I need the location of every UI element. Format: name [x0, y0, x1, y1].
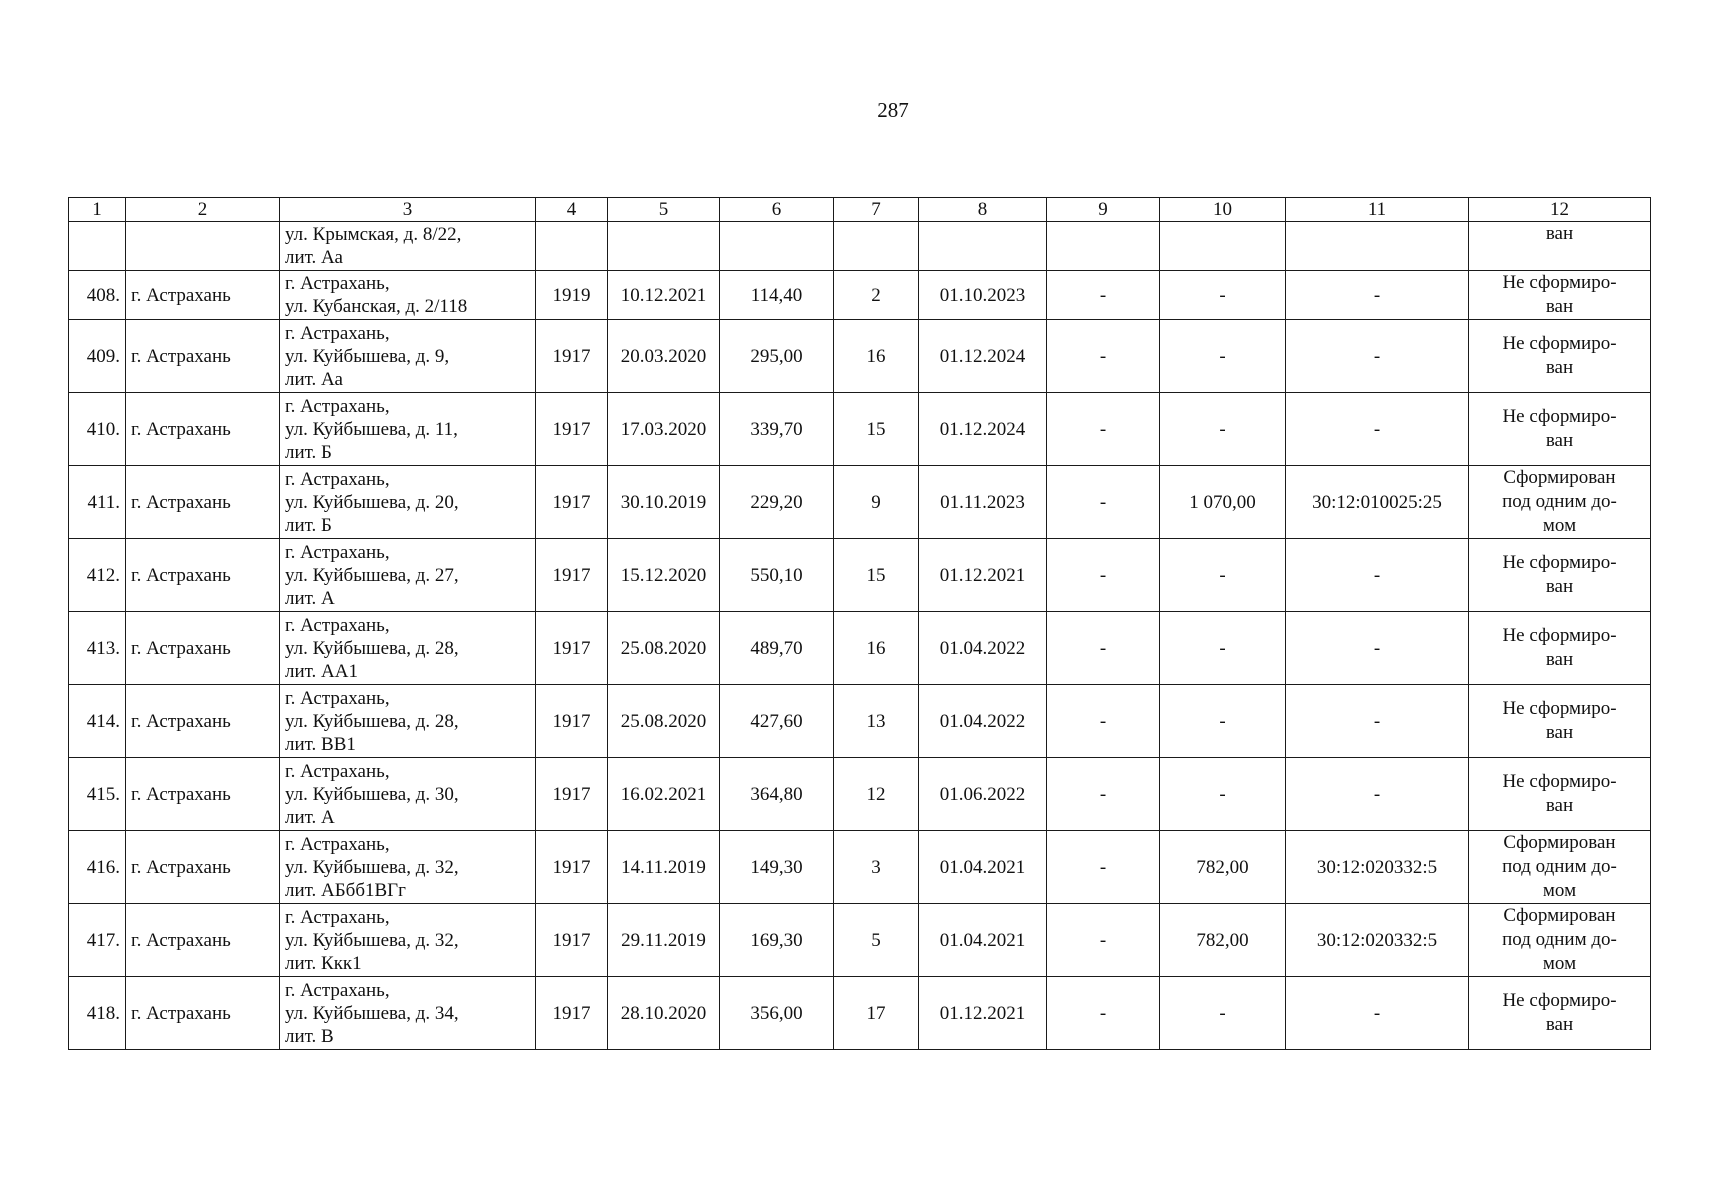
- cell-address: [280, 612, 536, 685]
- cell-residents: 13: [834, 685, 919, 758]
- cell-residents: 5: [834, 904, 919, 977]
- cell-residents: 17: [834, 977, 919, 1050]
- status-line: ван: [1545, 296, 1574, 317]
- cell-status: [1469, 612, 1651, 685]
- cell-residents: [834, 222, 919, 271]
- cell-city: г. Астрахань: [126, 612, 280, 685]
- header-col-3: 3: [280, 198, 536, 222]
- cell-deadline: 01.12.2024: [919, 320, 1047, 393]
- address-line: лит. Б: [285, 441, 332, 463]
- cell-deadline: 01.04.2021: [919, 904, 1047, 977]
- cell-status: [1469, 320, 1651, 393]
- status-line: Сформирован: [1503, 832, 1616, 853]
- cell-col9: -: [1047, 320, 1160, 393]
- cell-col10: 1 070,00: [1160, 466, 1286, 539]
- table-row: [69, 466, 1651, 539]
- cell-col10: -: [1160, 758, 1286, 831]
- table-row: [69, 758, 1651, 831]
- address-line: ул. Куйбышева, д. 32,: [285, 929, 459, 951]
- cell-num: 409.: [69, 320, 126, 393]
- cell-date: 30.10.2019: [608, 466, 720, 539]
- status-line: под одним до-: [1502, 856, 1617, 877]
- cell-date: 28.10.2020: [608, 977, 720, 1050]
- cell-col11: -: [1286, 393, 1469, 466]
- status-line: Не сформиро-: [1502, 698, 1617, 719]
- status-line: Не сформиро-: [1502, 771, 1617, 792]
- status-line: мом: [1542, 515, 1577, 536]
- cell-col11: -: [1286, 612, 1469, 685]
- status-line: ван: [1545, 722, 1574, 743]
- cell-col10: -: [1160, 271, 1286, 320]
- cell-col10: -: [1160, 685, 1286, 758]
- status-line: ван: [1545, 223, 1574, 244]
- cell-address: [280, 685, 536, 758]
- cell-city: г. Астрахань: [126, 393, 280, 466]
- header-col-5: 5: [608, 198, 720, 222]
- cell-date: 10.12.2021: [608, 271, 720, 320]
- header-col-12: 12: [1469, 198, 1651, 222]
- cell-city: г. Астрахань: [126, 320, 280, 393]
- address-line: ул. Куйбышева, д. 32,: [285, 856, 459, 878]
- status-line: Сформирован: [1503, 467, 1616, 488]
- cell-status: [1469, 222, 1651, 271]
- cell-area: 427,60: [720, 685, 834, 758]
- header-col-7: 7: [834, 198, 919, 222]
- cell-area: 489,70: [720, 612, 834, 685]
- status-line: Не сформиро-: [1502, 990, 1617, 1011]
- cell-year: 1917: [536, 612, 608, 685]
- cell-date: 20.03.2020: [608, 320, 720, 393]
- address-line: ул. Куйбышева, д. 9,: [285, 345, 450, 367]
- cell-num: 415.: [69, 758, 126, 831]
- status-line: Сформирован: [1503, 905, 1616, 926]
- cell-col11: -: [1286, 539, 1469, 612]
- cell-residents: 2: [834, 271, 919, 320]
- address-line: лит. А: [285, 806, 335, 828]
- cell-num: 417.: [69, 904, 126, 977]
- cell-year: 1917: [536, 758, 608, 831]
- status-line: под одним до-: [1502, 491, 1617, 512]
- address-line: ул. Кубанская, д. 2/118: [285, 296, 468, 317]
- cell-residents: 16: [834, 320, 919, 393]
- address-line: ул. Куйбышева, д. 28,: [285, 710, 459, 732]
- page-number: 287: [877, 98, 909, 122]
- address-line: лит. АА1: [285, 660, 358, 682]
- address-line: г. Астрахань,: [285, 468, 390, 490]
- address-line: г. Астрахань,: [285, 687, 390, 709]
- address-line: г. Астрахань,: [285, 273, 390, 294]
- address-line: лит. АБбб1ВГг: [285, 879, 406, 901]
- address-line: г. Астрахань,: [285, 906, 390, 928]
- cell-area: 114,40: [720, 271, 834, 320]
- address-line: лит. А: [285, 587, 335, 609]
- continuation-row: [69, 222, 1651, 271]
- cell-col11: -: [1286, 685, 1469, 758]
- address-line: ул. Куйбышева, д. 27,: [285, 564, 459, 586]
- cell-col10: 782,00: [1160, 831, 1286, 904]
- header-col-4: 4: [536, 198, 608, 222]
- address-line: ул. Куйбышева, д. 34,: [285, 1002, 459, 1024]
- table-row: [69, 539, 1651, 612]
- cell-col10: [1160, 222, 1286, 271]
- cell-col9: -: [1047, 466, 1160, 539]
- cell-col11: -: [1286, 271, 1469, 320]
- header-row: [69, 198, 1651, 222]
- cell-deadline: 01.12.2021: [919, 539, 1047, 612]
- cell-city: г. Астрахань: [126, 831, 280, 904]
- cell-status: [1469, 831, 1651, 904]
- cell-city: [126, 222, 280, 271]
- cell-area: 356,00: [720, 977, 834, 1050]
- cell-date: 29.11.2019: [608, 904, 720, 977]
- cell-area: 550,10: [720, 539, 834, 612]
- cell-col11: -: [1286, 977, 1469, 1050]
- address-line: ул. Куйбышева, д. 20,: [285, 491, 459, 513]
- cell-residents: 16: [834, 612, 919, 685]
- cell-area: 149,30: [720, 831, 834, 904]
- cell-date: 16.02.2021: [608, 758, 720, 831]
- address-line: ул. Куйбышева, д. 28,: [285, 637, 459, 659]
- cell-address: [280, 758, 536, 831]
- cell-year: 1917: [536, 393, 608, 466]
- cell-deadline: 01.04.2021: [919, 831, 1047, 904]
- status-line: Не сформиро-: [1502, 333, 1617, 354]
- cell-year: 1917: [536, 904, 608, 977]
- cell-num: 413.: [69, 612, 126, 685]
- status-line: мом: [1542, 880, 1577, 901]
- table-row: [69, 977, 1651, 1050]
- cell-col9: -: [1047, 271, 1160, 320]
- cell-deadline: 01.04.2022: [919, 612, 1047, 685]
- address-line: лит. В: [285, 1025, 334, 1047]
- address-line: г. Астрахань,: [285, 760, 390, 782]
- cell-address: [280, 977, 536, 1050]
- address-line: лит. ВВ1: [285, 733, 356, 755]
- cell-num: 416.: [69, 831, 126, 904]
- header-col-1: 1: [69, 198, 126, 222]
- cell-col9: -: [1047, 539, 1160, 612]
- header-col-6: 6: [720, 198, 834, 222]
- cell-address: [280, 539, 536, 612]
- header-col-9: 9: [1047, 198, 1160, 222]
- cell-residents: 12: [834, 758, 919, 831]
- cell-num: 414.: [69, 685, 126, 758]
- address-line: ул. Куйбышева, д. 30,: [285, 783, 459, 805]
- cell-area: 364,80: [720, 758, 834, 831]
- cell-city: г. Астрахань: [126, 466, 280, 539]
- cell-deadline: 01.11.2023: [919, 466, 1047, 539]
- status-line: мом: [1542, 953, 1577, 974]
- address-line: лит. Аа: [285, 368, 343, 390]
- address-line: г. Астрахань,: [285, 541, 390, 563]
- cell-col11: [1286, 222, 1469, 271]
- cell-date: 25.08.2020: [608, 685, 720, 758]
- table-row: [69, 831, 1651, 904]
- status-line: ван: [1545, 430, 1574, 451]
- cell-num: [69, 222, 126, 271]
- table-body: [69, 222, 1651, 1050]
- cell-residents: 3: [834, 831, 919, 904]
- cell-col9: -: [1047, 977, 1160, 1050]
- address-line: г. Астрахань,: [285, 395, 390, 417]
- cell-city: г. Астрахань: [126, 271, 280, 320]
- cell-address: [280, 320, 536, 393]
- status-line: Не сформиро-: [1502, 272, 1617, 293]
- table-row: [69, 904, 1651, 977]
- cell-address: [280, 831, 536, 904]
- cell-area: 295,00: [720, 320, 834, 393]
- header-col-11: 11: [1286, 198, 1469, 222]
- cell-col10: -: [1160, 320, 1286, 393]
- status-line: ван: [1545, 649, 1574, 670]
- cell-year: 1917: [536, 831, 608, 904]
- status-line: Не сформиро-: [1502, 625, 1617, 646]
- cell-city: г. Астрахань: [126, 539, 280, 612]
- header-col-8: 8: [919, 198, 1047, 222]
- cell-area: 339,70: [720, 393, 834, 466]
- cell-num: 418.: [69, 977, 126, 1050]
- cell-col10: 782,00: [1160, 904, 1286, 977]
- cell-date: 15.12.2020: [608, 539, 720, 612]
- address-line: г. Астрахань,: [285, 833, 390, 855]
- status-line: ван: [1545, 795, 1574, 816]
- cell-num: 412.: [69, 539, 126, 612]
- cell-status: [1469, 685, 1651, 758]
- cell-address: [280, 393, 536, 466]
- cell-col9: -: [1047, 393, 1160, 466]
- address-line: ул. Куйбышева, д. 11,: [285, 418, 458, 440]
- cell-col10: -: [1160, 977, 1286, 1050]
- cell-col10: -: [1160, 612, 1286, 685]
- cell-year: 1917: [536, 539, 608, 612]
- cell-city: г. Астрахань: [126, 904, 280, 977]
- cell-status: [1469, 758, 1651, 831]
- status-line: Не сформиро-: [1502, 406, 1617, 427]
- cell-col9: [1047, 222, 1160, 271]
- cell-address: [280, 222, 536, 271]
- cell-col10: -: [1160, 393, 1286, 466]
- address-line: лит. Аа: [285, 247, 343, 268]
- cell-date: 14.11.2019: [608, 831, 720, 904]
- cell-city: г. Астрахань: [126, 685, 280, 758]
- cell-col11: 30:12:020332:5: [1286, 831, 1469, 904]
- cell-date: 17.03.2020: [608, 393, 720, 466]
- cell-num: 410.: [69, 393, 126, 466]
- cell-address: [280, 904, 536, 977]
- cell-col11: -: [1286, 758, 1469, 831]
- cell-city: г. Астрахань: [126, 977, 280, 1050]
- table-row: [69, 320, 1651, 393]
- cell-year: 1917: [536, 320, 608, 393]
- cell-deadline: [919, 222, 1047, 271]
- status-line: ван: [1545, 357, 1574, 378]
- cell-date: 25.08.2020: [608, 612, 720, 685]
- address-line: лит. Ккк1: [285, 952, 362, 974]
- cell-col9: -: [1047, 612, 1160, 685]
- status-line: под одним до-: [1502, 929, 1617, 950]
- status-line: Не сформиро-: [1502, 552, 1617, 573]
- cell-col9: -: [1047, 904, 1160, 977]
- register-table: [68, 197, 1651, 1050]
- cell-area: 229,20: [720, 466, 834, 539]
- cell-col9: -: [1047, 758, 1160, 831]
- cell-deadline: 01.10.2023: [919, 271, 1047, 320]
- cell-deadline: 01.12.2024: [919, 393, 1047, 466]
- cell-status: [1469, 393, 1651, 466]
- cell-address: [280, 466, 536, 539]
- cell-status: [1469, 271, 1651, 320]
- cell-col9: -: [1047, 685, 1160, 758]
- status-line: ван: [1545, 576, 1574, 597]
- address-line: лит. Б: [285, 514, 332, 536]
- address-line: г. Астрахань,: [285, 979, 390, 1001]
- address-line: г. Астрахань,: [285, 322, 390, 344]
- header-col-10: 10: [1160, 198, 1286, 222]
- cell-residents: 15: [834, 393, 919, 466]
- cell-year: [536, 222, 608, 271]
- cell-col11: 30:12:010025:25: [1286, 466, 1469, 539]
- cell-city: г. Астрахань: [126, 758, 280, 831]
- table-header: [69, 198, 1651, 222]
- status-line: ван: [1545, 1014, 1574, 1035]
- table-row: [69, 685, 1651, 758]
- address-line: г. Астрахань,: [285, 614, 390, 636]
- cell-residents: 9: [834, 466, 919, 539]
- cell-deadline: 01.06.2022: [919, 758, 1047, 831]
- table-row: [69, 271, 1651, 320]
- cell-area: 169,30: [720, 904, 834, 977]
- cell-year: 1917: [536, 685, 608, 758]
- address-line: ул. Крымская, д. 8/22,: [285, 224, 462, 245]
- cell-col10: -: [1160, 539, 1286, 612]
- table-row: [69, 393, 1651, 466]
- cell-status: [1469, 539, 1651, 612]
- cell-status: [1469, 977, 1651, 1050]
- cell-deadline: 01.12.2021: [919, 977, 1047, 1050]
- cell-col9: -: [1047, 831, 1160, 904]
- cell-year: 1919: [536, 271, 608, 320]
- cell-year: 1917: [536, 466, 608, 539]
- cell-address: [280, 271, 536, 320]
- cell-date: [608, 222, 720, 271]
- cell-num: 411.: [69, 466, 126, 539]
- cell-num: 408.: [69, 271, 126, 320]
- cell-deadline: 01.04.2022: [919, 685, 1047, 758]
- cell-residents: 15: [834, 539, 919, 612]
- cell-status: [1469, 904, 1651, 977]
- header-col-2: 2: [126, 198, 280, 222]
- table-row: [69, 612, 1651, 685]
- cell-col11: -: [1286, 320, 1469, 393]
- cell-status: [1469, 466, 1651, 539]
- cell-col11: 30:12:020332:5: [1286, 904, 1469, 977]
- cell-year: 1917: [536, 977, 608, 1050]
- cell-area: [720, 222, 834, 271]
